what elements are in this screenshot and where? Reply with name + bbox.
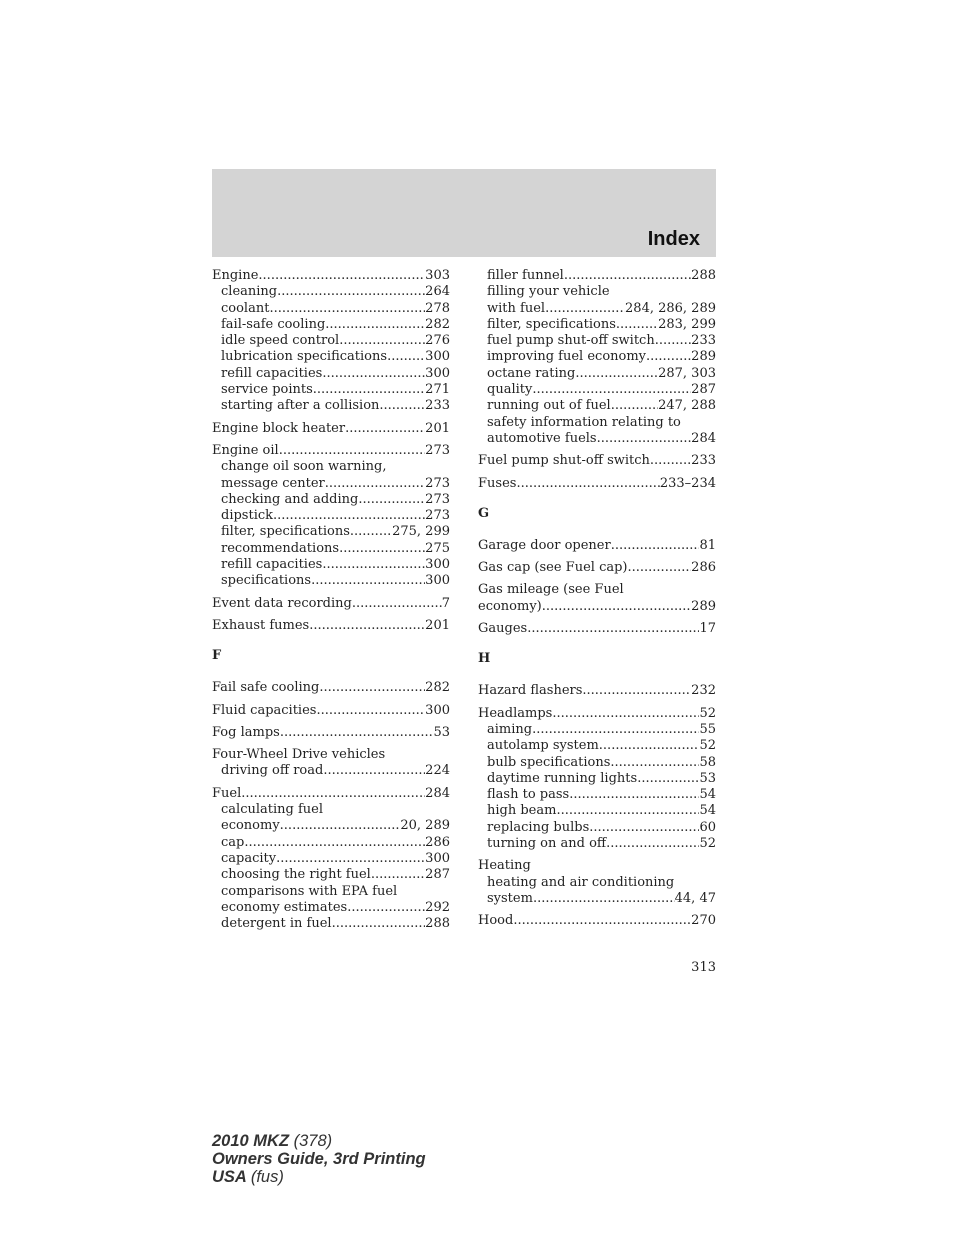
index-entry-line xyxy=(478,683,716,699)
entry-term: quality xyxy=(487,382,533,398)
dot-leader xyxy=(280,725,434,741)
entry-term: recommendations xyxy=(221,540,340,556)
entry-term: Hood xyxy=(478,913,514,929)
entry-page-ref: 273 xyxy=(425,475,450,491)
index-entry xyxy=(478,560,716,576)
entry-page-ref: 288 xyxy=(425,916,450,932)
dot-leader xyxy=(532,722,699,738)
entry-term: Gas cap (see Fuel cap) xyxy=(478,560,628,576)
entry-page-ref: 233 xyxy=(691,333,716,349)
index-subentry-line xyxy=(212,382,450,398)
index-header-band xyxy=(212,169,716,257)
entry-term: replacing bulbs xyxy=(487,819,590,835)
index-entry xyxy=(478,538,716,554)
dot-leader xyxy=(313,382,425,398)
index-subentry-line xyxy=(478,317,716,333)
footer-edition-info xyxy=(212,1132,426,1186)
index-subentry-line xyxy=(212,492,450,508)
index-subentry-line xyxy=(212,398,450,414)
dot-leader xyxy=(556,803,699,819)
index-subentry-line xyxy=(478,349,716,365)
dot-leader xyxy=(323,763,425,779)
entry-term: economy estimates xyxy=(221,899,348,915)
index-entry xyxy=(478,621,716,637)
index-subentry-line xyxy=(212,508,450,524)
dot-leader xyxy=(277,284,425,300)
entry-page-ref: 303 xyxy=(425,268,450,283)
entry-page-ref: 282 xyxy=(425,316,450,332)
entry-term: driving off road xyxy=(221,763,324,779)
entry-term: system xyxy=(487,890,533,906)
index-subentry-line xyxy=(212,349,450,365)
entry-page-ref: 247, 288 xyxy=(658,398,716,414)
dot-leader xyxy=(569,787,699,803)
entry-page-ref: 233–234 xyxy=(659,475,716,491)
dot-leader xyxy=(552,706,699,722)
index-entry-line xyxy=(478,599,716,615)
index-subentry-line xyxy=(212,802,450,818)
index-entry xyxy=(478,913,716,929)
index-subentry-line xyxy=(478,836,716,852)
entry-term: message center xyxy=(221,475,325,491)
dot-leader xyxy=(319,680,425,696)
entry-term: Hazard flashers xyxy=(478,683,583,699)
index-entry-line xyxy=(212,443,450,459)
dot-leader xyxy=(309,618,425,634)
dot-leader xyxy=(345,421,425,437)
dot-leader xyxy=(352,596,442,612)
index-subentry-line xyxy=(478,722,716,738)
dot-leader xyxy=(322,366,425,382)
entry-term: Event data recording xyxy=(212,595,352,611)
entry-page-ref: 201 xyxy=(425,420,450,436)
entry-term: Headlamps xyxy=(478,705,553,721)
entry-page-ref: 201 xyxy=(425,617,450,633)
page-number: 313 xyxy=(691,960,716,975)
entry-term: cleaning xyxy=(221,284,278,300)
entry-term: fuel pump shut-off switch xyxy=(487,333,655,349)
dot-leader xyxy=(599,738,700,754)
entry-term: autolamp system xyxy=(487,738,599,754)
index-entry-line xyxy=(478,913,716,929)
index-subentry-line xyxy=(478,891,716,907)
entry-term: octane rating xyxy=(487,365,576,381)
entry-page-ref: 233 xyxy=(691,453,716,469)
index-column-left xyxy=(212,268,450,938)
dot-leader xyxy=(564,268,691,284)
entry-page-ref: 284 xyxy=(691,430,716,446)
entry-term: Fluid capacities xyxy=(212,702,317,718)
dot-leader xyxy=(533,891,675,907)
index-subentry-line xyxy=(212,884,450,900)
index-entry xyxy=(212,421,450,437)
entry-page-ref: 300 xyxy=(425,365,450,381)
dot-leader xyxy=(339,541,425,557)
index-subentry-line xyxy=(478,268,716,284)
entry-term: filter, specifications xyxy=(487,316,616,332)
entry-term: heating and air conditioning xyxy=(487,874,675,890)
index-subentry-line xyxy=(478,382,716,398)
dot-leader xyxy=(628,560,692,576)
index-subentry-line xyxy=(212,573,450,589)
entry-term: Garage door opener xyxy=(478,537,611,553)
entry-page-ref: 53 xyxy=(699,770,716,786)
index-subentry-line xyxy=(212,818,450,834)
dot-leader xyxy=(575,366,658,382)
entry-term: filter, specifications xyxy=(221,524,350,540)
entry-page-ref: 81 xyxy=(699,537,716,553)
entry-term: safety information relating to xyxy=(487,414,681,430)
index-subentry-line xyxy=(478,787,716,803)
footer-region: USA xyxy=(212,1168,247,1186)
dot-leader xyxy=(650,453,691,469)
entry-page-ref: 289 xyxy=(691,349,716,365)
entry-term: choosing the right fuel xyxy=(221,867,371,883)
index-section-letter: F xyxy=(212,648,222,664)
dot-leader xyxy=(258,268,425,284)
entry-term: daytime running lights xyxy=(487,770,638,786)
entry-page-ref: 52 xyxy=(699,836,716,852)
dot-leader xyxy=(606,836,699,852)
entry-term: calculating fuel xyxy=(221,802,323,818)
index-subentry-line xyxy=(212,541,450,557)
index-subentry-line xyxy=(478,284,716,300)
entry-page-ref: 275 xyxy=(425,540,450,556)
dot-leader xyxy=(241,786,425,802)
entry-page-ref: 284 xyxy=(425,785,450,801)
dot-leader xyxy=(350,524,392,540)
index-entry xyxy=(478,476,716,492)
entry-term: specifications xyxy=(221,573,312,589)
entry-page-ref: 284, 286, 289 xyxy=(625,300,716,316)
index-subentry-line xyxy=(478,755,716,771)
index-subentry-line xyxy=(478,820,716,836)
dot-leader xyxy=(582,683,691,699)
entry-term: bulb specifications xyxy=(487,754,611,770)
entry-page-ref: 60 xyxy=(699,819,716,835)
entry-page-ref: 287 xyxy=(425,867,450,883)
entry-page-ref: 54 xyxy=(699,787,716,803)
index-entry-line xyxy=(478,706,716,722)
index-entry xyxy=(478,706,716,853)
index-subentry-line xyxy=(212,851,450,867)
index-section-letter: H xyxy=(478,651,491,667)
index-entry xyxy=(212,618,450,634)
index-entry xyxy=(212,786,450,933)
index-column-right xyxy=(478,268,716,936)
entry-term: detergent in fuel xyxy=(221,916,332,932)
dot-leader xyxy=(279,443,425,459)
dot-leader xyxy=(379,398,425,414)
entry-page-ref: 273 xyxy=(425,508,450,524)
index-subentry-line xyxy=(212,459,450,475)
entry-page-ref: 287 xyxy=(691,382,716,398)
dot-leader xyxy=(527,621,699,637)
index-entry xyxy=(478,858,716,907)
index-subentry-line xyxy=(212,301,450,317)
entry-term: filling your vehicle xyxy=(487,284,610,300)
dot-leader xyxy=(273,508,425,524)
entry-page-ref: 276 xyxy=(425,333,450,349)
index-entry xyxy=(478,453,716,469)
dot-leader xyxy=(322,557,425,573)
index-entry xyxy=(212,596,450,612)
index-entry xyxy=(478,582,716,615)
entry-page-ref: 300 xyxy=(425,702,450,718)
dot-leader xyxy=(597,431,692,447)
footer-model-code: (378) xyxy=(293,1132,333,1150)
entry-page-ref: 7 xyxy=(441,595,450,611)
index-subentry-line xyxy=(478,301,716,317)
entry-page-ref: 44, 47 xyxy=(674,890,716,906)
entry-term: Exhaust fumes xyxy=(212,617,310,633)
index-entry xyxy=(212,747,450,780)
dot-leader xyxy=(325,317,425,333)
index-subentry-line xyxy=(212,867,450,883)
footer-model: 2010 MKZ xyxy=(212,1132,290,1150)
dot-leader xyxy=(513,913,691,929)
index-subentry-line xyxy=(212,916,450,932)
entry-term: economy xyxy=(221,818,280,834)
dot-leader xyxy=(542,599,691,615)
entry-page-ref: 20, 289 xyxy=(400,818,450,834)
index-entry-line xyxy=(478,560,716,576)
index-subentry-line xyxy=(212,763,450,779)
index-entry-line xyxy=(212,786,450,802)
entry-page-ref: 300 xyxy=(425,850,450,866)
entry-page-ref: 289 xyxy=(691,598,716,614)
dot-leader xyxy=(637,771,699,787)
dot-leader xyxy=(371,867,425,883)
dot-leader xyxy=(610,755,699,771)
index-subentry-line xyxy=(212,317,450,333)
entry-term: Fuel xyxy=(212,785,242,801)
entry-page-ref: 17 xyxy=(699,621,716,637)
index-entry-line xyxy=(212,421,450,437)
entry-page-ref: 288 xyxy=(691,268,716,283)
entry-page-ref: 53 xyxy=(433,724,450,740)
entry-page-ref: 224 xyxy=(425,763,450,779)
entry-term: filler funnel xyxy=(487,268,564,283)
entry-term: service points xyxy=(221,382,313,398)
entry-page-ref: 273 xyxy=(425,442,450,458)
dot-leader xyxy=(516,476,659,492)
entry-page-ref: 270 xyxy=(691,913,716,929)
index-subentry-line xyxy=(478,738,716,754)
entry-term: fail-safe cooling xyxy=(221,316,326,332)
footer-region-code: (fus) xyxy=(250,1168,284,1186)
entry-page-ref: 287, 303 xyxy=(658,365,716,381)
dot-leader xyxy=(545,301,625,317)
dot-leader xyxy=(646,349,691,365)
dot-leader xyxy=(387,349,425,365)
index-subentry-line xyxy=(478,803,716,819)
entry-term: refill capacities xyxy=(221,557,323,573)
entry-term: Four-Wheel Drive vehicles xyxy=(212,747,386,763)
entry-term: comparisons with EPA fuel xyxy=(221,883,398,899)
index-subentry-line xyxy=(478,771,716,787)
index-subentry-line xyxy=(212,333,450,349)
entry-term: Fuses xyxy=(478,475,517,491)
entry-term: Fog lamps xyxy=(212,724,280,740)
index-entry-line xyxy=(478,621,716,637)
index-entry-line xyxy=(212,725,450,741)
index-subentry-line xyxy=(212,524,450,540)
entry-term: flash to pass xyxy=(487,787,570,803)
index-entry xyxy=(212,680,450,696)
entry-term: automotive fuels xyxy=(487,430,597,446)
entry-page-ref: 271 xyxy=(425,382,450,398)
index-entry-line xyxy=(212,268,450,284)
entry-page-ref: 286 xyxy=(691,560,716,576)
entry-term: running out of fuel xyxy=(487,398,611,414)
entry-page-ref: 52 xyxy=(699,705,716,721)
entry-page-ref: 233 xyxy=(425,398,450,414)
dot-leader xyxy=(532,382,691,398)
entry-term: high beam xyxy=(487,803,557,819)
entry-page-ref: 58 xyxy=(699,754,716,770)
dot-leader xyxy=(276,851,425,867)
dot-leader xyxy=(616,317,658,333)
index-subentry-line xyxy=(478,333,716,349)
index-entry-line xyxy=(478,858,716,874)
entry-page-ref: 275, 299 xyxy=(392,524,450,540)
index-entry-line xyxy=(478,453,716,469)
entry-page-ref: 283, 299 xyxy=(658,316,716,332)
entry-term: change oil soon warning, xyxy=(221,459,387,475)
entry-term: with fuel xyxy=(487,300,546,316)
index-subentry-line xyxy=(478,875,716,891)
index-entry-line xyxy=(212,618,450,634)
entry-page-ref: 232 xyxy=(691,683,716,699)
index-entry-line xyxy=(478,476,716,492)
entry-term: improving fuel economy xyxy=(487,349,647,365)
entry-page-ref: 300 xyxy=(425,573,450,589)
entry-page-ref: 292 xyxy=(425,899,450,915)
dot-leader xyxy=(589,820,699,836)
entry-page-ref: 54 xyxy=(699,803,716,819)
entry-term: refill capacities xyxy=(221,365,323,381)
index-entry-line xyxy=(478,538,716,554)
footer-guide-printing: Owners Guide, 3rd Printing xyxy=(212,1150,426,1168)
dot-leader xyxy=(311,573,425,589)
entry-page-ref: 264 xyxy=(425,284,450,300)
index-entry-line xyxy=(212,703,450,719)
entry-term: Heating xyxy=(478,858,531,874)
index-subentry-line xyxy=(478,366,716,382)
entry-term: checking and adding xyxy=(221,491,359,507)
dot-leader xyxy=(358,492,425,508)
dot-leader xyxy=(611,398,658,414)
entry-term: cap xyxy=(221,834,245,850)
index-subentry-line xyxy=(212,835,450,851)
entry-term: Engine xyxy=(212,268,259,283)
entry-term: dipstick xyxy=(221,508,274,524)
entry-term: capacity xyxy=(221,850,277,866)
page-title: Index xyxy=(647,228,700,250)
index-subentry-line xyxy=(212,900,450,916)
index-subentry-line xyxy=(212,366,450,382)
index-entry-line xyxy=(478,582,716,598)
index-entry-line xyxy=(212,596,450,612)
entry-term: starting after a collision xyxy=(221,398,380,414)
entry-term: aiming xyxy=(487,721,533,737)
entry-term: lubrication specifications xyxy=(221,349,388,365)
dot-leader xyxy=(347,900,425,916)
entry-term: economy) xyxy=(478,598,542,614)
index-section-letter: G xyxy=(478,505,490,521)
dot-leader xyxy=(316,703,425,719)
entry-term: turning on and off xyxy=(487,836,607,852)
index-entry xyxy=(478,683,716,699)
entry-term: coolant xyxy=(221,300,270,316)
index-entry xyxy=(212,703,450,719)
index-entry xyxy=(212,268,450,415)
index-subentry-line xyxy=(478,415,716,431)
dot-leader xyxy=(611,538,700,554)
index-subentry-line xyxy=(212,476,450,492)
entry-page-ref: 55 xyxy=(699,721,716,737)
index-entry xyxy=(212,443,450,590)
entry-page-ref: 52 xyxy=(699,738,716,754)
entry-page-ref: 286 xyxy=(425,834,450,850)
dot-leader xyxy=(655,333,691,349)
index-subentry-line xyxy=(478,431,716,447)
entry-term: Engine block heater xyxy=(212,420,346,436)
entry-term: Engine oil xyxy=(212,442,279,458)
index-subentry-line xyxy=(212,557,450,573)
entry-page-ref: 282 xyxy=(425,680,450,696)
dot-leader xyxy=(244,835,425,851)
index-subentry-line xyxy=(478,398,716,414)
entry-page-ref: 278 xyxy=(425,300,450,316)
index-entry xyxy=(478,268,716,447)
entry-page-ref: 300 xyxy=(425,557,450,573)
index-entry xyxy=(212,725,450,741)
entry-term: Gas mileage (see Fuel xyxy=(478,582,624,598)
index-entry-line xyxy=(212,680,450,696)
entry-term: idle speed control xyxy=(221,333,340,349)
index-entry-line xyxy=(212,747,450,763)
entry-term: Fail safe cooling xyxy=(212,680,320,696)
entry-term: Fuel pump shut-off switch xyxy=(478,453,650,469)
dot-leader xyxy=(269,301,425,317)
dot-leader xyxy=(325,476,425,492)
dot-leader xyxy=(332,916,426,932)
index-subentry-line xyxy=(212,284,450,300)
entry-page-ref: 273 xyxy=(425,491,450,507)
dot-leader xyxy=(280,818,401,834)
dot-leader xyxy=(339,333,425,349)
entry-term: Gauges xyxy=(478,621,528,637)
entry-page-ref: 300 xyxy=(425,349,450,365)
